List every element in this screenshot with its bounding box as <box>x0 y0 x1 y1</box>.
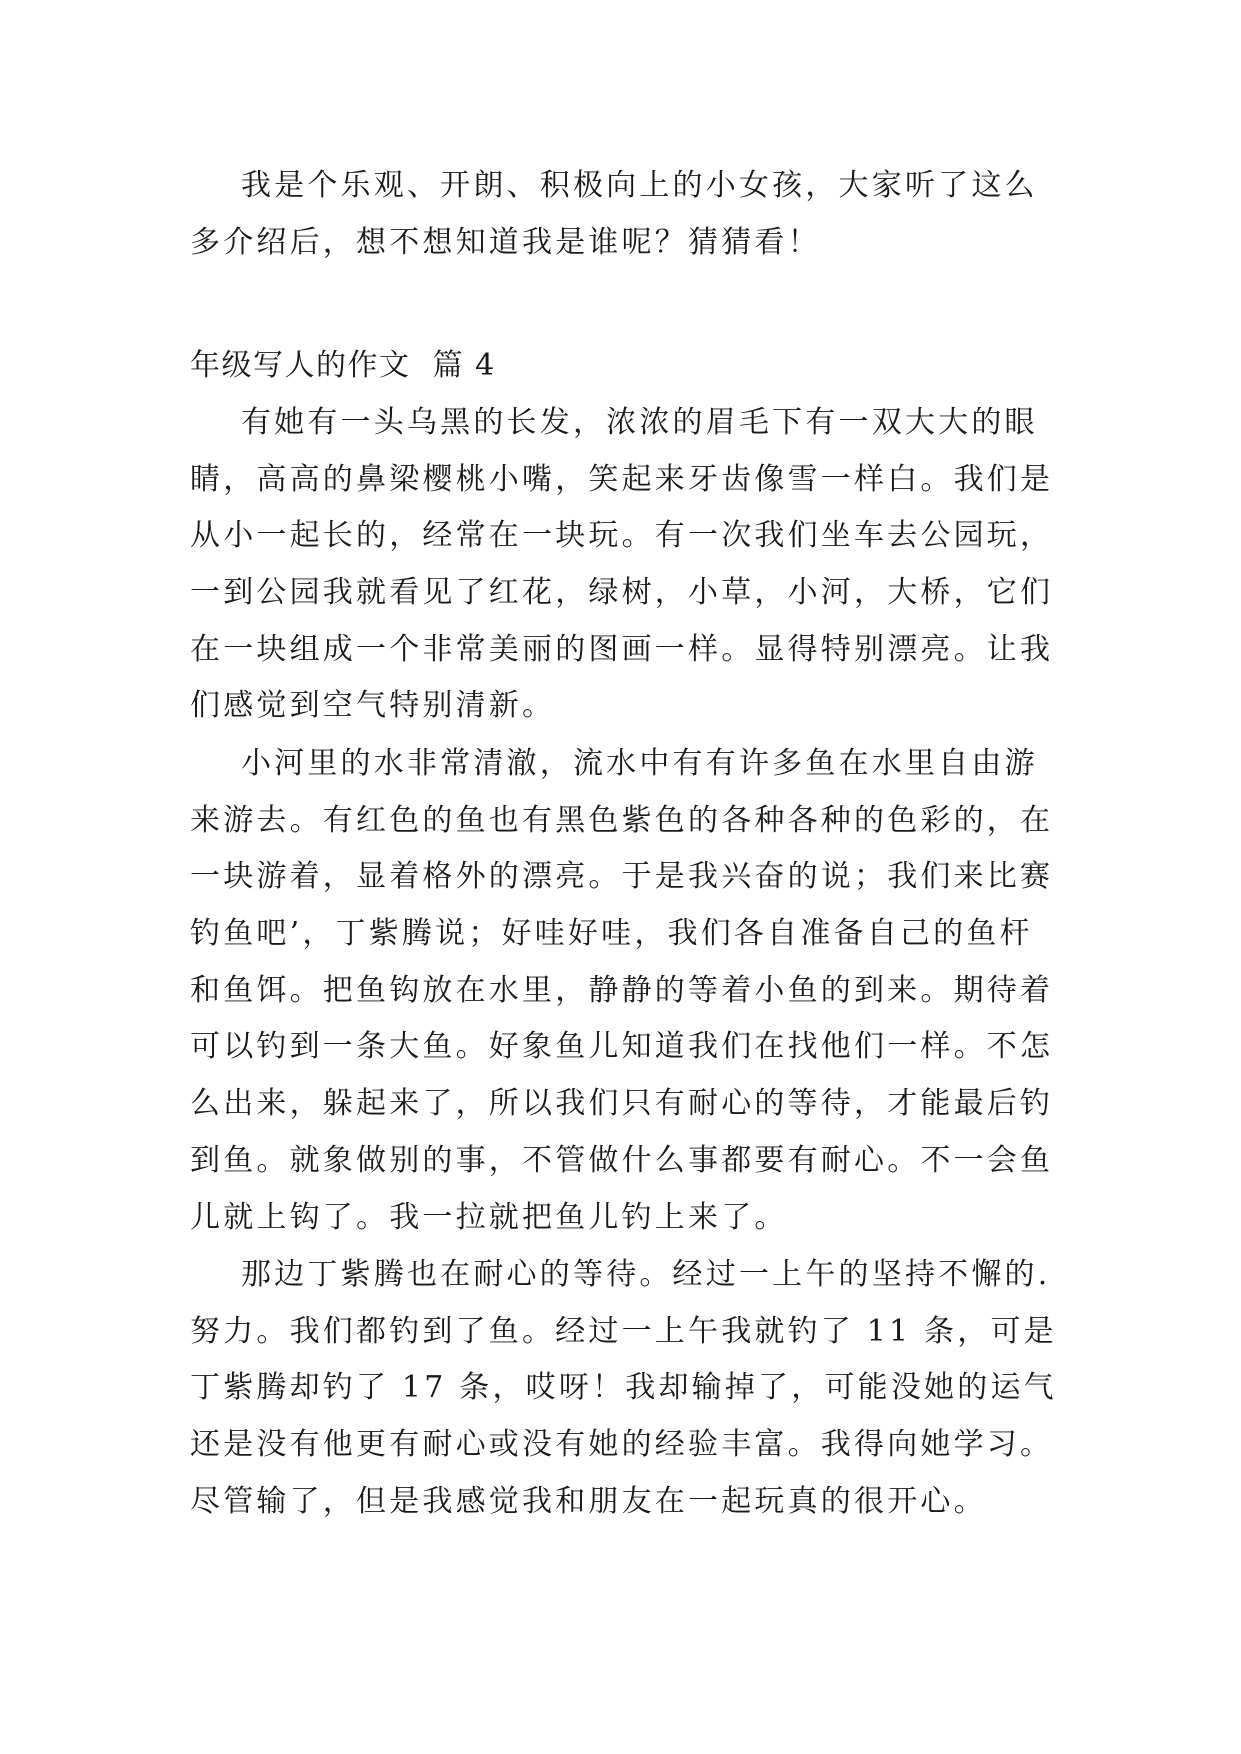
text-line: 睛，高高的鼻梁樱桃小嘴，笑起来牙齿像雪一样白。我们是 <box>190 461 1054 497</box>
text-line: 到鱼。就象做别的事，不管做什么事都要有耐心。不一会鱼 <box>190 1142 1054 1178</box>
text-line: 么出来，躲起来了，所以我们只有耐心的等待，才能最后钓 <box>190 1086 1054 1122</box>
paragraph-2 <box>190 736 1065 1246</box>
text-line: 来游去。有红色的鱼也有黑色紫色的各种各种的色彩的，在 <box>190 802 1054 838</box>
text-line: 一块游着，显着格外的漂亮。于是我兴奋的说；我们来比赛 <box>190 859 1054 895</box>
text-line: 一到公园我就看见了红花，绿树，小草，小河，大桥，它们 <box>190 575 1054 611</box>
paragraph-3 <box>190 1247 1065 1530</box>
text-line: 和鱼饵。把鱼钩放在水里，静静的等着小鱼的到来。期待着 <box>190 972 1054 1008</box>
text-line: 那边丁紫腾也在耐心的等待。经过一上午的坚持不懈的. <box>190 1257 1051 1292</box>
text-line: 儿就上钩了。我一拉就把鱼儿钓上来了。 <box>190 1199 788 1235</box>
text-line: 从小一起长的，经常在一块玩。有一次我们坐车去公园玩， <box>190 518 1054 554</box>
paragraph-1 <box>190 395 1065 735</box>
text-line: 丁紫腾却钓了 17 条，哎呀！我却输掉了，可能没她的运气 <box>190 1370 1057 1406</box>
text-line: 在一块组成一个非常美丽的图画一样。显得特别漂亮。让我 <box>190 631 1054 667</box>
section-heading: 年级写人的作文 篇 4 <box>190 348 496 383</box>
text-line: 努力。我们都钓到了鱼。经过一上午我就钓了 11 条，可是 <box>190 1313 1057 1349</box>
text-line: 还是没有他更有耐心或没有她的经验丰富。我得向她学习。 <box>190 1427 1054 1463</box>
text-line: 小河里的水非常清澈，流水中有有许多鱼在水里自由游 <box>190 746 1038 781</box>
text-line: 多介绍后，想不想知道我是谁呢？猜猜看！ <box>190 224 821 260</box>
text-line: 有她有一头乌黑的长发，浓浓的眉毛下有一双大大的眼 <box>190 405 1038 440</box>
text-line: 我是个乐观、开朗、积极向上的小女孩，大家听了这么 <box>190 168 1038 203</box>
text-line: 尽管输了，但是我感觉我和朋友在一起玩真的很开心。 <box>190 1483 987 1519</box>
intro-paragraph <box>190 158 1065 271</box>
text-line: 可以钓到一条大鱼。好象鱼儿知道我们在找他们一样。不怎 <box>190 1029 1054 1065</box>
text-line: 钓鱼吧’，丁紫腾说；好哇好哇，我们各自准备自己的鱼杆 <box>190 916 1033 952</box>
text-line: 们感觉到空气特别清新。 <box>190 688 556 724</box>
